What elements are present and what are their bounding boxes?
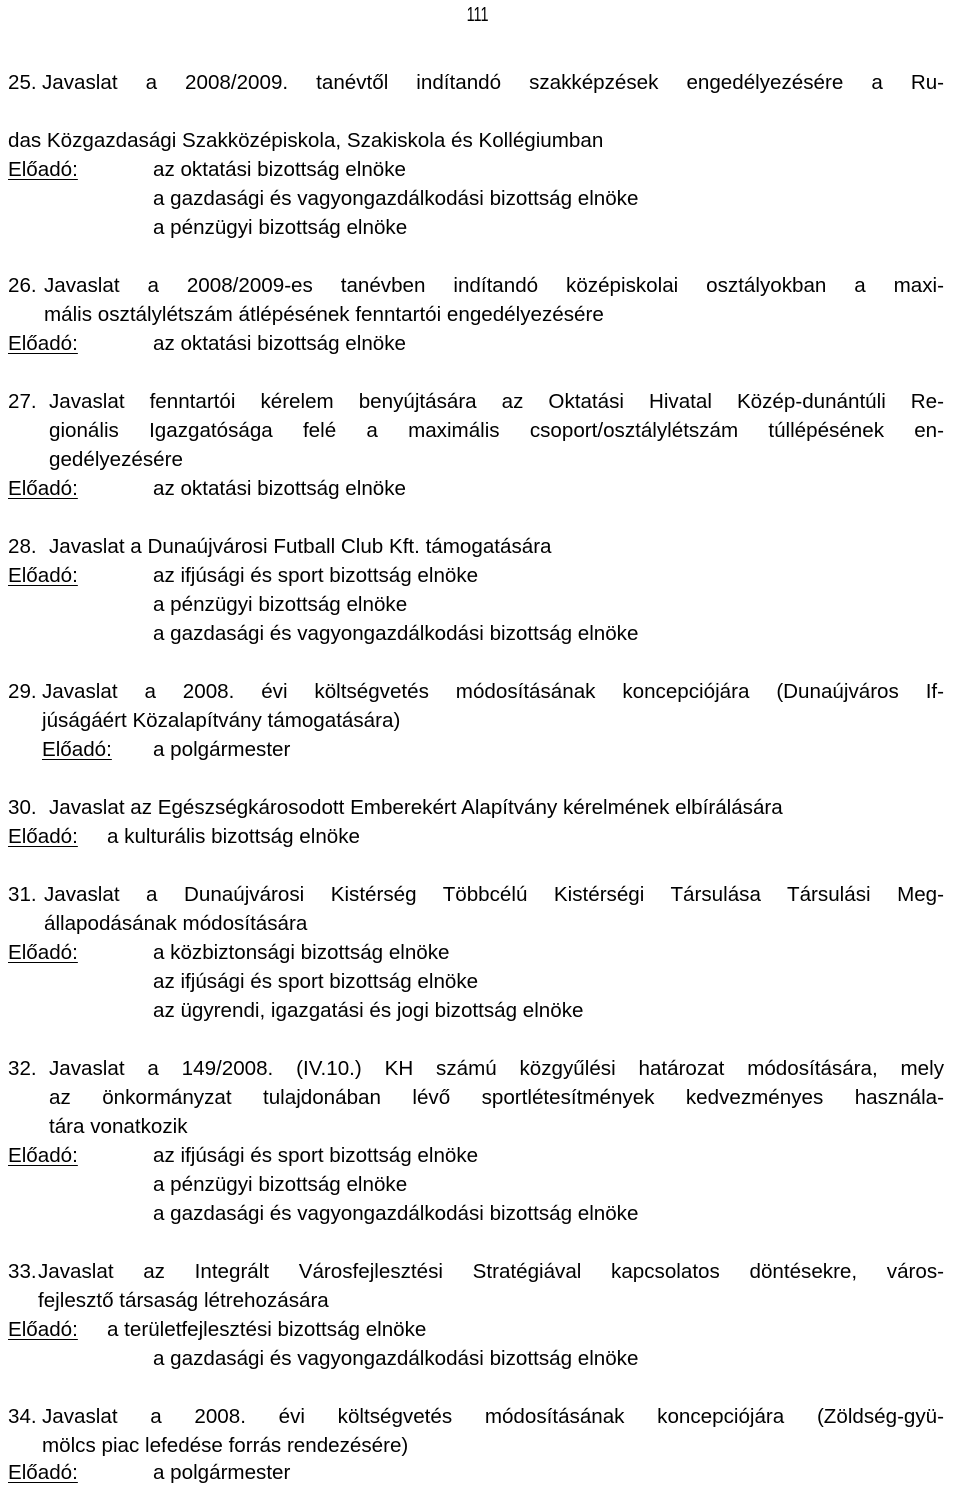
presenter: a polgármester [153, 1461, 291, 1484]
presenter: az ifjúsági és sport bizottság elnöke [153, 970, 479, 993]
item-title-line: tára vonatkozik [49, 1115, 188, 1138]
presenter: a pénzügyi bizottság elnöke [153, 1173, 408, 1196]
item-title-line: állapodásának módosítására [44, 912, 308, 935]
presenter-label: Előadó: [8, 1318, 78, 1341]
presenter: az oktatási bizottság elnöke [153, 332, 406, 355]
presenter: a közbiztonsági bizottság elnöke [153, 941, 450, 964]
presenter: a gazdasági és vagyongazdálkodási bizottság elnöke [153, 1347, 639, 1370]
item-title-line: Javaslat a 149/2008. (IV.10.) KH számú közgyűlési határozat módosítására, mely [49, 1057, 944, 1080]
item-title-line: Javaslat az Integrált Városfejlesztési Stratégiával kapcsolatos döntésekre, város- [38, 1260, 944, 1283]
item-title-line: Javaslat az Egészségkárosodott Emberekért Alapítvány kérelmének elbírálására [49, 796, 783, 819]
item-number: 28. [8, 535, 37, 558]
presenter: az oktatási bizottság elnöke [153, 477, 406, 500]
presenter-label: Előadó: [8, 158, 78, 181]
item-number: 26. [8, 274, 37, 297]
presenter: az oktatási bizottság elnöke [153, 158, 406, 181]
item-title-line: Javaslat a 2008. évi költségvetés módosításának koncepciójára (Zöldség-gyü- [42, 1405, 944, 1428]
page-number: 111 [466, 4, 489, 26]
presenter: a gazdasági és vagyongazdálkodási bizottság elnöke [153, 1202, 639, 1225]
item-title-line: Javaslat a Dunaújvárosi Kistérség Többcélú Kistérségi Társulása Társulási Meg- [44, 883, 944, 906]
item-title-line: az önkormányzat tulajdonában lévő sportlétesítmények kedvezményes használa- [49, 1086, 944, 1109]
item-title-line: gionális Igazgatósága felé a maximális csoport/osztálylétszám túllépésének en- [49, 419, 944, 442]
presenter-label: Előadó: [8, 332, 78, 355]
item-number: 31. [8, 883, 37, 906]
presenter-label: Előadó: [8, 941, 78, 964]
item-number: 32. [8, 1057, 37, 1080]
presenter-label: Előadó: [8, 564, 78, 587]
item-title-line: Javaslat a Dunaújvárosi Futball Club Kft. támogatására [49, 535, 552, 558]
presenter: a kulturális bizottság elnöke [107, 825, 360, 848]
item-number: 30. [8, 796, 37, 819]
presenter-label: Előadó: [8, 825, 78, 848]
presenter: az ügyrendi, igazgatási és jogi bizottság elnöke [153, 999, 584, 1022]
item-title-line: das Közgazdasági Szakközépiskola, Szakiskola és Kollégiumban [8, 129, 604, 152]
item-title-line: Javaslat a 2008/2009-es tanévben indítandó középiskolai osztályokban a maxi- [44, 274, 944, 297]
presenter: az ifjúsági és sport bizottság elnöke [153, 1144, 479, 1167]
presenter-label: Előadó: [8, 477, 78, 500]
presenter-label: Előadó: [8, 1144, 78, 1167]
presenter-label: Előadó: [8, 1461, 78, 1484]
presenter: az ifjúsági és sport bizottság elnöke [153, 564, 479, 587]
item-title-line: mális osztálylétszám átlépésének fenntartói engedélyezésére [44, 303, 604, 326]
item-number: 34. [8, 1405, 37, 1428]
item-title-line: Javaslat fenntartói kérelem benyújtására az Oktatási Hivatal Közép-dunántúli Re- [49, 390, 944, 413]
item-title-line: Javaslat a 2008/2009. tanévtől indítandó szakképzések engedélyezésére a Ru- [42, 71, 944, 94]
presenter-label: Előadó: [42, 738, 112, 761]
item-number: 29. [8, 680, 37, 703]
presenter: a területfejlesztési bizottság elnöke [107, 1318, 427, 1341]
item-number: 25. [8, 71, 37, 94]
item-number: 27. [8, 390, 37, 413]
item-number: 33. [8, 1260, 37, 1283]
item-title-line: mölcs piac lefedése forrás rendezésére) [42, 1434, 409, 1457]
item-title-line: júságáért Közalapítvány támogatására) [42, 709, 401, 732]
presenter: a pénzügyi bizottság elnöke [153, 593, 408, 616]
presenter: a gazdasági és vagyongazdálkodási bizottság elnöke [153, 187, 639, 210]
presenter: a gazdasági és vagyongazdálkodási bizottság elnöke [153, 622, 639, 645]
item-title-line: gedélyezésére [49, 448, 183, 471]
presenter: a pénzügyi bizottság elnöke [153, 216, 408, 239]
item-title-line: Javaslat a 2008. évi költségvetés módosításának koncepciójára (Dunaújváros If- [42, 680, 944, 703]
presenter: a polgármester [153, 738, 291, 761]
item-title-line: fejlesztő társaság létrehozására [38, 1289, 329, 1312]
